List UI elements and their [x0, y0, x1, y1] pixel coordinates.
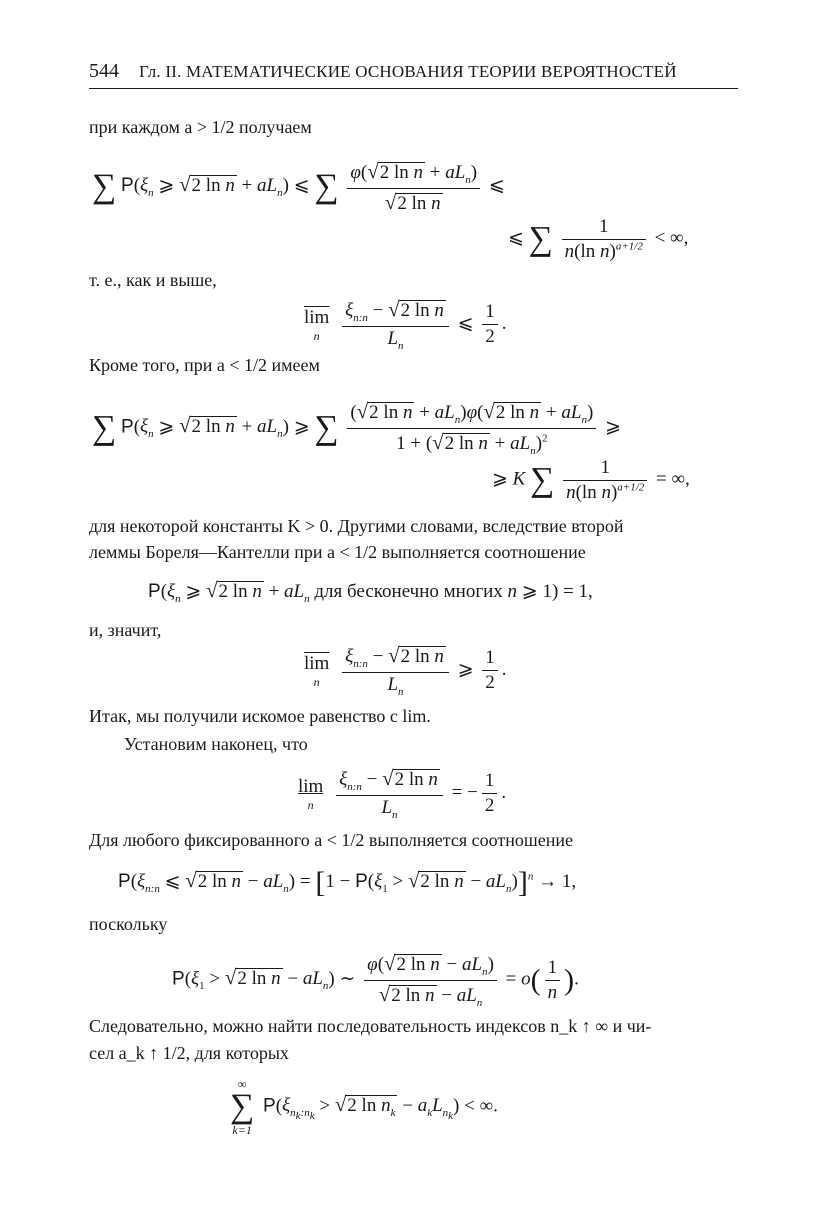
text-line-2: т. е., как и выше,	[89, 270, 217, 290]
formula-inline-words: для бесконечно многих	[314, 581, 503, 602]
formula-liminf: lim n $\frac{\xi_{n:n} - √2 \ln n}{L_n}$ = − $\frac{1}{2}$ .	[298, 766, 507, 821]
formula-borel-cantelli: $P(\xi_n$ ⩾ √2 $\ln n + aL_n$ для бесконечно многих n ⩾ 1) = 1,	[148, 578, 593, 605]
formula-sum-upper: ∑ $P(\xi_n$ ⩾ √2 $\ln n + aL_n$) ⩽ ∑ $\frac{\varphi(√2 \ln n + aL_n)}{\text{√2 ln n}}$ ⩽	[92, 159, 505, 214]
formula-sum-upper-bound: ⩽ ∑ $\frac{1}{n(\ln n)^{a+1/2}}$ < ∞,	[508, 216, 689, 262]
text-line-8: Установим наконец, что	[124, 734, 308, 754]
formula-limsup-upper: $\overline{lim}$ n $\frac{\xi_{n:n} - √2 \ln n}{L_n}$ ⩽ $\frac{1}{2}$ .	[304, 297, 507, 352]
formula-sum-lower: ∑ $P(\xi_n$ ⩾ √2 $\ln n + aL_n$) ⩾ ∑ $\frac{(√2 \ln n + aL_n)\varphi(√2 \ln n + aL_n)}{1 + (√2 \ln n + aL_n)^2}$ ⩾	[92, 399, 621, 457]
text-line-1: при каждом a > 1/2 получаем	[89, 117, 312, 137]
formula-tail-asymptotic: $P(\xi_1 > √2$ $\ln n - aL_n$) ∼ $\frac{\varphi(√2 \ln n - aL_n)}{√2 \ln n - aL_n}$ = o( $\frac{1}{n}$ ).	[172, 951, 579, 1009]
text-line-3: Кроме того, при a < 1/2 имеем	[89, 355, 320, 375]
page-number: 544	[89, 60, 119, 82]
text-line-7: Итак, мы получили искомое равенство с lim.	[89, 706, 431, 726]
text-line-11: Следовательно, можно найти последовательность индексов n_k ↑ ∞ и чи-	[89, 1016, 652, 1036]
formula-series-finite: ∞ ∑ k=1 $P(\xi_{n_k:n_k} > √2$ $\ln n_k - a_kL_{n_k}$) < ∞.	[230, 1077, 498, 1137]
running-header	[89, 58, 738, 89]
formula-max-probability: $P(\xi_{n:n}$ ⩽ √2 $\ln n - aL_n) = [1 - P(\xi_1 > √2$ $\ln n - aL_n)]^n \to 1$,	[118, 866, 577, 899]
text-line-10: поскольку	[89, 914, 168, 934]
text-line-12: сел a_k ↑ 1/2, для которых	[89, 1043, 289, 1063]
formula-sum-lower-bound: ⩾ K ∑ $\frac{1}{n(\ln n)^{a+1/2}}$ = ∞,	[492, 457, 690, 503]
text-line-4: для некоторой константы K > 0. Другими словами, вследствие второй	[89, 516, 624, 536]
text-line-9: Для любого фиксированного a < 1/2 выполняется соотношение	[89, 830, 573, 850]
formula-limsup-lower: $\overline{lim}$ n $\frac{\xi_{n:n} - √2 \ln n}{L_n}$ ⩾ $\frac{1}{2}$ .	[304, 643, 507, 698]
text-line-5: леммы Бореля—Кантелли при a < 1/2 выполняется соотношение	[89, 542, 586, 562]
running-title: Гл. II. МАТЕМАТИЧЕСКИЕ ОСНОВАНИЯ ТЕОРИИ ВЕРОЯТНОСТЕЙ	[139, 62, 677, 81]
text-line-6: и, значит,	[89, 620, 162, 640]
